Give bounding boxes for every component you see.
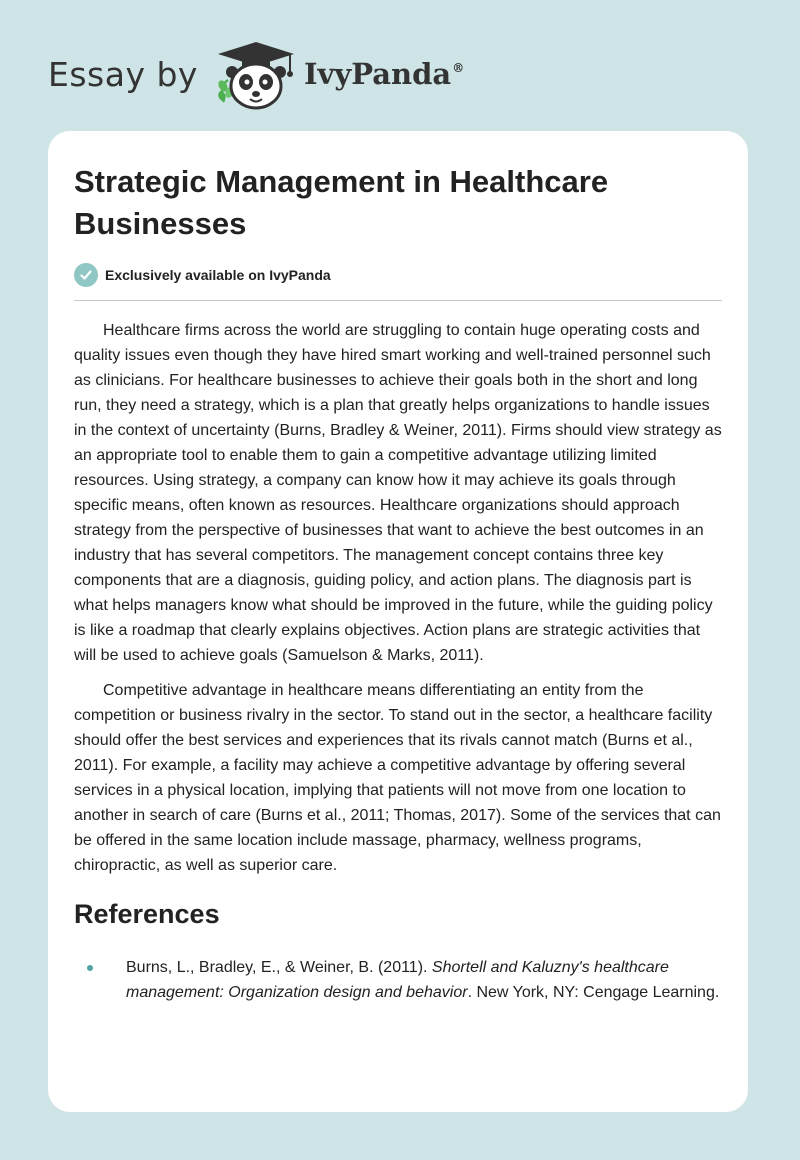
reference-publisher: . New York, NY: Cengage Learning. bbox=[467, 984, 720, 1001]
bullet-icon bbox=[87, 965, 93, 971]
reference-authors: Burns, L., Bradley, E., & Weiner, B. (2011). bbox=[126, 959, 432, 976]
reference-title: Shortell and Kaluzny's healthcare management: Organization design and behavior bbox=[126, 959, 669, 1001]
essay-body bbox=[74, 318, 722, 878]
panda-logo-icon bbox=[212, 36, 298, 112]
brand-name: IvyPanda® bbox=[303, 57, 465, 91]
reference-item bbox=[74, 955, 722, 1005]
essay-by-label: Essay by bbox=[48, 54, 198, 94]
registered-mark: ® bbox=[452, 61, 465, 75]
references-heading: References bbox=[74, 899, 220, 929]
references-list bbox=[74, 955, 722, 1005]
paragraph: Healthcare firms across the world are struggling to contain huge operating costs and quality issues even though they have hired smart working and well-trained personnel such as clinicians. For healthcare businesses to achieve their goals both in the short and long run, they need a strategy, which is a plan that greatly helps organizations to handle issues in the context of uncertainty (Burns, Bradley & Weiner, 2011). Firms should view strategy as an appropriate tool to enable them to gain a competitive advantage utilizing limited resources. Using strategy, a company can know how it may achieve its goals through specific means, often known as resources. Healthcare organizations should approach strategy from the perspective of businesses that want to achieve the best outcomes in an industry that has several competitors. The management concept contains three key components that are a diagnosis, guiding policy, and action plans. The diagnosis part is what helps managers know what should be improved in the future, while the guiding policy is like a roadmap that clearly explains objectives. Action plans are strategic activities that will be used to achieve goals (Samuelson & Marks, 2011). bbox=[74, 322, 722, 664]
ivypanda-logo[interactable] bbox=[212, 36, 464, 112]
exclusive-badge bbox=[74, 263, 722, 301]
essay-card bbox=[48, 131, 748, 1112]
paragraph: Competitive advantage in healthcare means differentiating an entity from the competition or business rivalry in the sector. To stand out in the sector, a healthcare facility should offer the best services and experiences that its rivals cannot match (Burns et al., 2011). For example, a facility may achieve a competitive advantage by offering several services in a physical location, implying that patients will not move from one location to another in search of care (Burns et al., 2011; Thomas, 2017). Some of the services that can be offered in the same location include massage, pharmacy, wellness programs, chiropractic, as well as superior care. bbox=[74, 682, 721, 874]
essay-title: Strategic Management in Healthcare Businesses bbox=[74, 164, 609, 241]
badge-text: Exclusively available on IvyPanda bbox=[105, 267, 331, 283]
check-icon bbox=[74, 263, 98, 287]
site-header bbox=[48, 34, 464, 114]
